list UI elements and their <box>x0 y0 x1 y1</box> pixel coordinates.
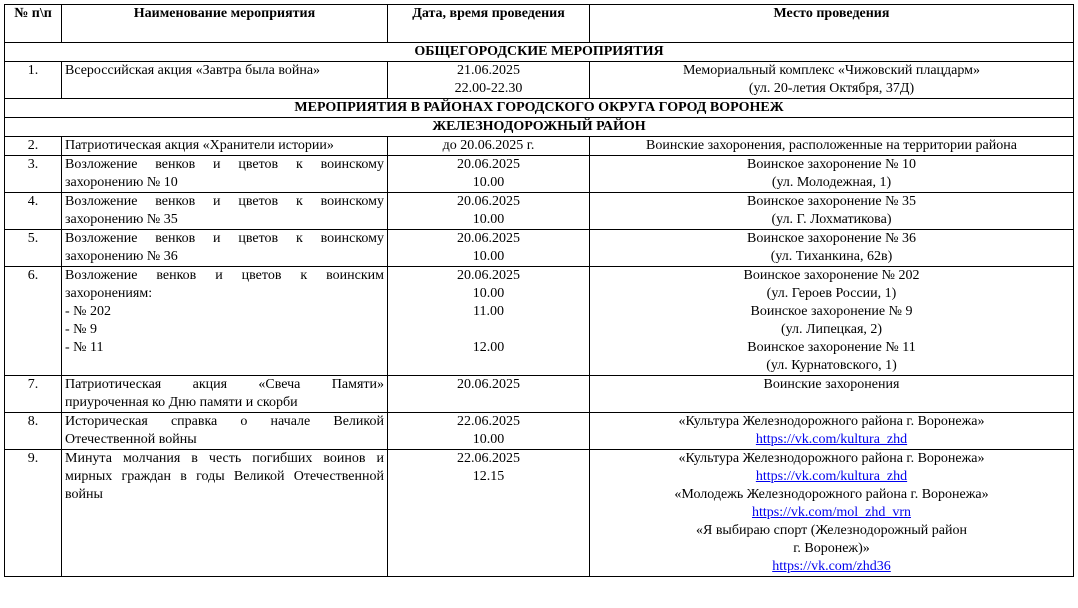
place-line: Воинское захоронение № 35 <box>747 194 916 209</box>
row-name <box>62 267 388 376</box>
time-line: 12.15 <box>472 469 505 484</box>
date-line: 20.06.2025 <box>457 377 520 392</box>
row-place <box>590 376 1074 413</box>
header-num: № п\п <box>5 5 62 43</box>
address-line: (ул. 20-летия Октября, 37Д) <box>748 81 915 96</box>
row-date <box>388 267 590 376</box>
row-place <box>590 230 1074 267</box>
table-row <box>5 62 1074 99</box>
table-row <box>5 413 1074 450</box>
row-date <box>388 413 590 450</box>
address-line: (ул. Г. Лохматикова) <box>771 212 892 227</box>
place-line: Воинское захоронение № 202 <box>743 268 920 283</box>
row-num: 1. <box>5 62 62 99</box>
link-line <box>593 504 1070 522</box>
table-row <box>5 267 1074 376</box>
row-num: 3. <box>5 156 62 193</box>
section-row <box>5 99 1074 118</box>
section-row <box>5 43 1074 62</box>
spacer <box>391 321 586 339</box>
time-line: 10.00 <box>472 212 505 227</box>
table-row <box>5 450 1074 577</box>
place-line: Воинские захоронения <box>763 377 900 392</box>
row-date <box>388 62 590 99</box>
row-place <box>590 137 1074 156</box>
row-num: 8. <box>5 413 62 450</box>
header-name: Наименование мероприятия <box>62 5 388 43</box>
row-name-text: Возложение венков и цветов к воинским захоронениям: <box>65 268 384 301</box>
place-line: Воинское захоронение № 10 <box>747 157 916 172</box>
header-date: Дата, время проведения <box>388 5 590 43</box>
row-place <box>590 193 1074 230</box>
table-header-row <box>5 5 1074 43</box>
date-line: до 20.06.2025 г. <box>442 138 535 153</box>
row-place <box>590 62 1074 99</box>
time-line: 12.00 <box>472 340 505 355</box>
table-row <box>5 137 1074 156</box>
vk-link[interactable]: https://vk.com/zhd36 <box>772 559 891 574</box>
row-name: Всероссийская акция «Завтра была война» <box>62 62 388 99</box>
row-place <box>590 450 1074 577</box>
table-row <box>5 230 1074 267</box>
date-line: 20.06.2025 <box>457 268 520 283</box>
table-row <box>5 193 1074 230</box>
row-date <box>388 193 590 230</box>
time-line: 10.00 <box>472 286 505 301</box>
row-date <box>388 376 590 413</box>
table-row <box>5 156 1074 193</box>
table-row <box>5 376 1074 413</box>
address-line: (ул. Липецкая, 2) <box>780 322 883 337</box>
time-line: 22.00-22.30 <box>454 81 523 96</box>
row-name: Возложение венков и цветов к воинскому захоронению № 36 <box>62 230 388 267</box>
row-num: 6. <box>5 267 62 376</box>
place-line: Воинские захоронения, расположенные на территории района <box>646 138 1017 153</box>
date-line: 20.06.2025 <box>457 231 520 246</box>
link-line <box>593 468 1070 486</box>
address-line: (ул. Молодежная, 1) <box>771 175 892 190</box>
row-num: 5. <box>5 230 62 267</box>
row-num: 4. <box>5 193 62 230</box>
place-line: Воинское захоронение № 11 <box>747 340 916 355</box>
vk-link[interactable]: https://vk.com/kultura_zhd <box>755 469 908 484</box>
section-city: ОБЩЕГОРОДСКИЕ МЕРОПРИЯТИЯ <box>5 43 1074 62</box>
place-line: Воинское захоронение № 9 <box>750 304 913 319</box>
row-place <box>590 267 1074 376</box>
place-line: «Я выбираю спорт (Железнодорожный район <box>695 523 968 538</box>
address-line: (ул. Героев России, 1) <box>766 286 897 301</box>
place-line: «Культура Железнодорожного района г. Воронежа» <box>678 451 985 466</box>
date-line: 21.06.2025 <box>457 63 520 78</box>
row-name: Возложение венков и цветов к воинскому захоронению № 35 <box>62 193 388 230</box>
row-date <box>388 156 590 193</box>
time-line: 10.00 <box>472 432 505 447</box>
list-item: - № 202 <box>65 304 112 319</box>
section-districts: МЕРОПРИЯТИЯ В РАЙОНАХ ГОРОДСКОГО ОКРУГА ГОРОД ВОРОНЕЖ <box>5 99 1074 118</box>
place-line: «Культура Железнодорожного района г. Воронежа» <box>678 414 985 429</box>
row-name: Патриотическая акция «Хранители истории» <box>62 137 388 156</box>
date-line: 20.06.2025 <box>457 157 520 172</box>
time-line: 11.00 <box>473 304 504 319</box>
vk-link[interactable]: https://vk.com/mol_zhd_vrn <box>751 505 912 520</box>
row-name: Историческая справка о начале Великой Отечественной войны <box>62 413 388 450</box>
address-line: (ул. Курнатовского, 1) <box>766 358 897 373</box>
list-item: - № 9 <box>65 322 98 337</box>
row-name: Минута молчания в честь погибших воинов и мирных граждан в годы Великой Отечественной войны <box>62 450 388 577</box>
date-line: 20.06.2025 <box>457 194 520 209</box>
link-line <box>593 558 1070 576</box>
date-line: 22.06.2025 <box>457 451 520 466</box>
row-num: 7. <box>5 376 62 413</box>
place-line: «Молодежь Железнодорожного района г. Воронежа» <box>674 487 989 502</box>
row-date <box>388 137 590 156</box>
row-date <box>388 450 590 577</box>
place-line: Воинское захоронение № 36 <box>747 231 916 246</box>
header-place: Место проведения <box>590 5 1074 43</box>
address-line: (ул. Тиханкина, 62в) <box>770 249 893 264</box>
row-num: 2. <box>5 137 62 156</box>
events-table <box>4 4 1074 577</box>
row-place <box>590 413 1074 450</box>
list-item: - № 11 <box>65 340 104 355</box>
section-row <box>5 118 1074 137</box>
section-zhd: ЖЕЛЕЗНОДОРОЖНЫЙ РАЙОН <box>5 118 1074 137</box>
time-line: 10.00 <box>472 175 505 190</box>
row-place <box>590 156 1074 193</box>
row-num: 9. <box>5 450 62 577</box>
place-line: г. Воронеж)» <box>793 541 870 556</box>
row-date <box>388 230 590 267</box>
place-line: Мемориальный комплекс «Чижовский плацдарм» <box>682 63 981 78</box>
vk-link[interactable]: https://vk.com/kultura_zhd <box>755 432 908 447</box>
row-name: Патриотическая акция «Свеча Памяти» приуроченная ко Дню памяти и скорби <box>62 376 388 413</box>
link-line <box>593 431 1070 449</box>
row-name: Возложение венков и цветов к воинскому захоронению № 10 <box>62 156 388 193</box>
time-line: 10.00 <box>472 249 505 264</box>
date-line: 22.06.2025 <box>457 414 520 429</box>
